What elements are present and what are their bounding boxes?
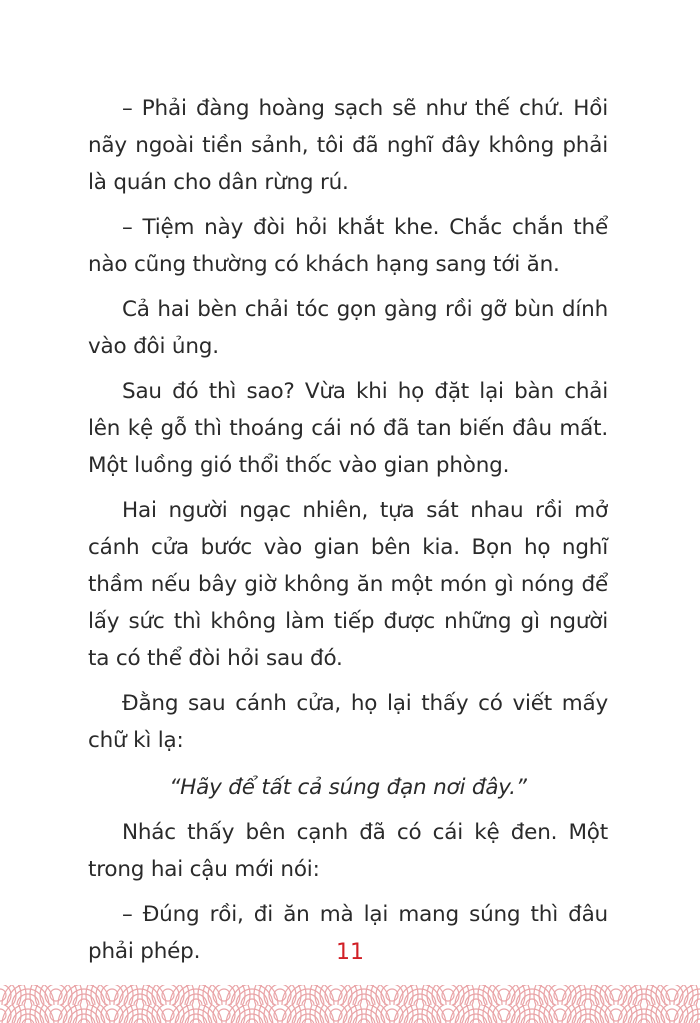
text-body [88, 90, 608, 970]
paragraph: Cả hai bèn chải tóc gọn gàng rồi gỡ bùn dính vào đôi ủng. [88, 297, 608, 359]
quote-line: “Hãy để tất cả súng đạn nơi đây.” [169, 775, 527, 800]
paragraph: – Tiệm này đòi hỏi khắt khe. Chắc chắn thể nào cũng thường có khách hạng sang tới ăn. [88, 215, 608, 277]
paragraph: – Phải đàng hoàng sạch sẽ như thế chứ. Hồi nãy ngoài tiền sảnh, tôi đã nghĩ đây không phải là quán cho dân rừng rú. [88, 96, 608, 195]
wave-pattern-border [0, 985, 700, 1023]
paragraph: Sau đó thì sao? Vừa khi họ đặt lại bàn chải lên kệ gỗ thì thoáng cái nó đã tan biến đâu mất. Một luồng gió thổi thốc vào gian phòng. [88, 379, 608, 478]
paragraph: – Đúng rồi, đi ăn mà lại mang súng thì đâu phải phép. [88, 902, 608, 964]
page-number: 11 [336, 940, 364, 965]
paragraph: Nhác thấy bên cạnh đã có cái kệ đen. Một trong hai cậu mới nói: [88, 820, 608, 882]
paragraph: Hai người ngạc nhiên, tựa sát nhau rồi mở cánh cửa bước vào gian bên kia. Bọn họ nghĩ thầm nếu bây giờ không ăn một món gì nóng để lấy sức thì không làm tiếp được những gì người ta có thể đòi hỏi sau đó. [88, 498, 608, 671]
paragraph: Đằng sau cánh cửa, họ lại thấy có viết mấy chữ kì lạ: [88, 691, 608, 753]
